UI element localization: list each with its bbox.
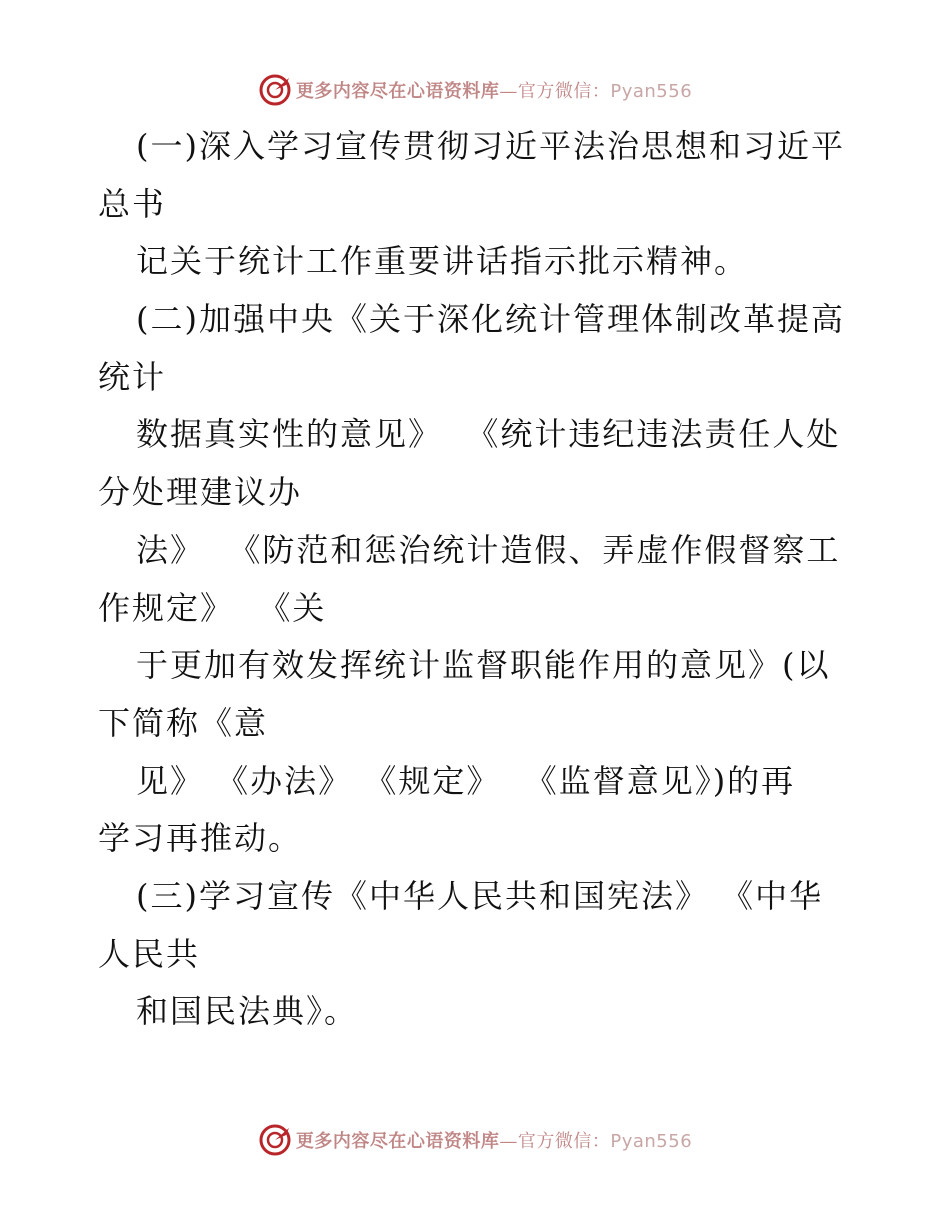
logo-icon	[258, 1123, 292, 1157]
paragraph-line: (二)加强中央《关于深化统计管理体制改革提高	[136, 300, 845, 339]
paragraph-line: 统计	[98, 357, 167, 396]
paragraph-line: 于更加有效发挥统计监督职能作用的意见》(以	[136, 646, 831, 685]
paragraph-line: 人民共	[98, 934, 201, 973]
paragraph-line: (一)深入学习宣传贯彻习近平法治思想和习近平	[136, 127, 845, 165]
logo-icon	[258, 73, 292, 107]
paragraph-line: 下简称《意	[98, 703, 269, 742]
paragraph-line: 法》 《防范和惩治统计造假、弄虚作假督察工	[136, 530, 841, 569]
paragraph-line: 作规定》 《关	[98, 588, 327, 627]
watermark-text: 更多内容尽在心语资料库—官方微信：Pyan556	[295, 81, 693, 102]
watermark-text: 更多内容尽在心语资料库—官方微信：Pyan556	[295, 1131, 693, 1152]
paragraph-line: 见》 《办法》 《规定》 《监督意见》)的再	[136, 761, 796, 800]
header-watermark	[0, 72, 950, 108]
footer-watermark	[0, 1122, 950, 1158]
paragraph-line: 分处理建议办	[98, 473, 303, 512]
paragraph-line: 学习再推动。	[98, 819, 303, 858]
paragraph-line: (三)学习宣传《中华人民共和国宪法》 《中华	[136, 876, 824, 915]
paragraph-line: 和国民法典》。	[136, 992, 359, 1031]
document-body	[98, 118, 858, 1041]
paragraph-line: 总书	[98, 184, 167, 223]
paragraph-line: 记关于统计工作重要讲话指示批示精神。	[136, 242, 749, 281]
paragraph-line: 数据真实性的意见》 《统计违纪违法责任人处	[136, 415, 841, 454]
